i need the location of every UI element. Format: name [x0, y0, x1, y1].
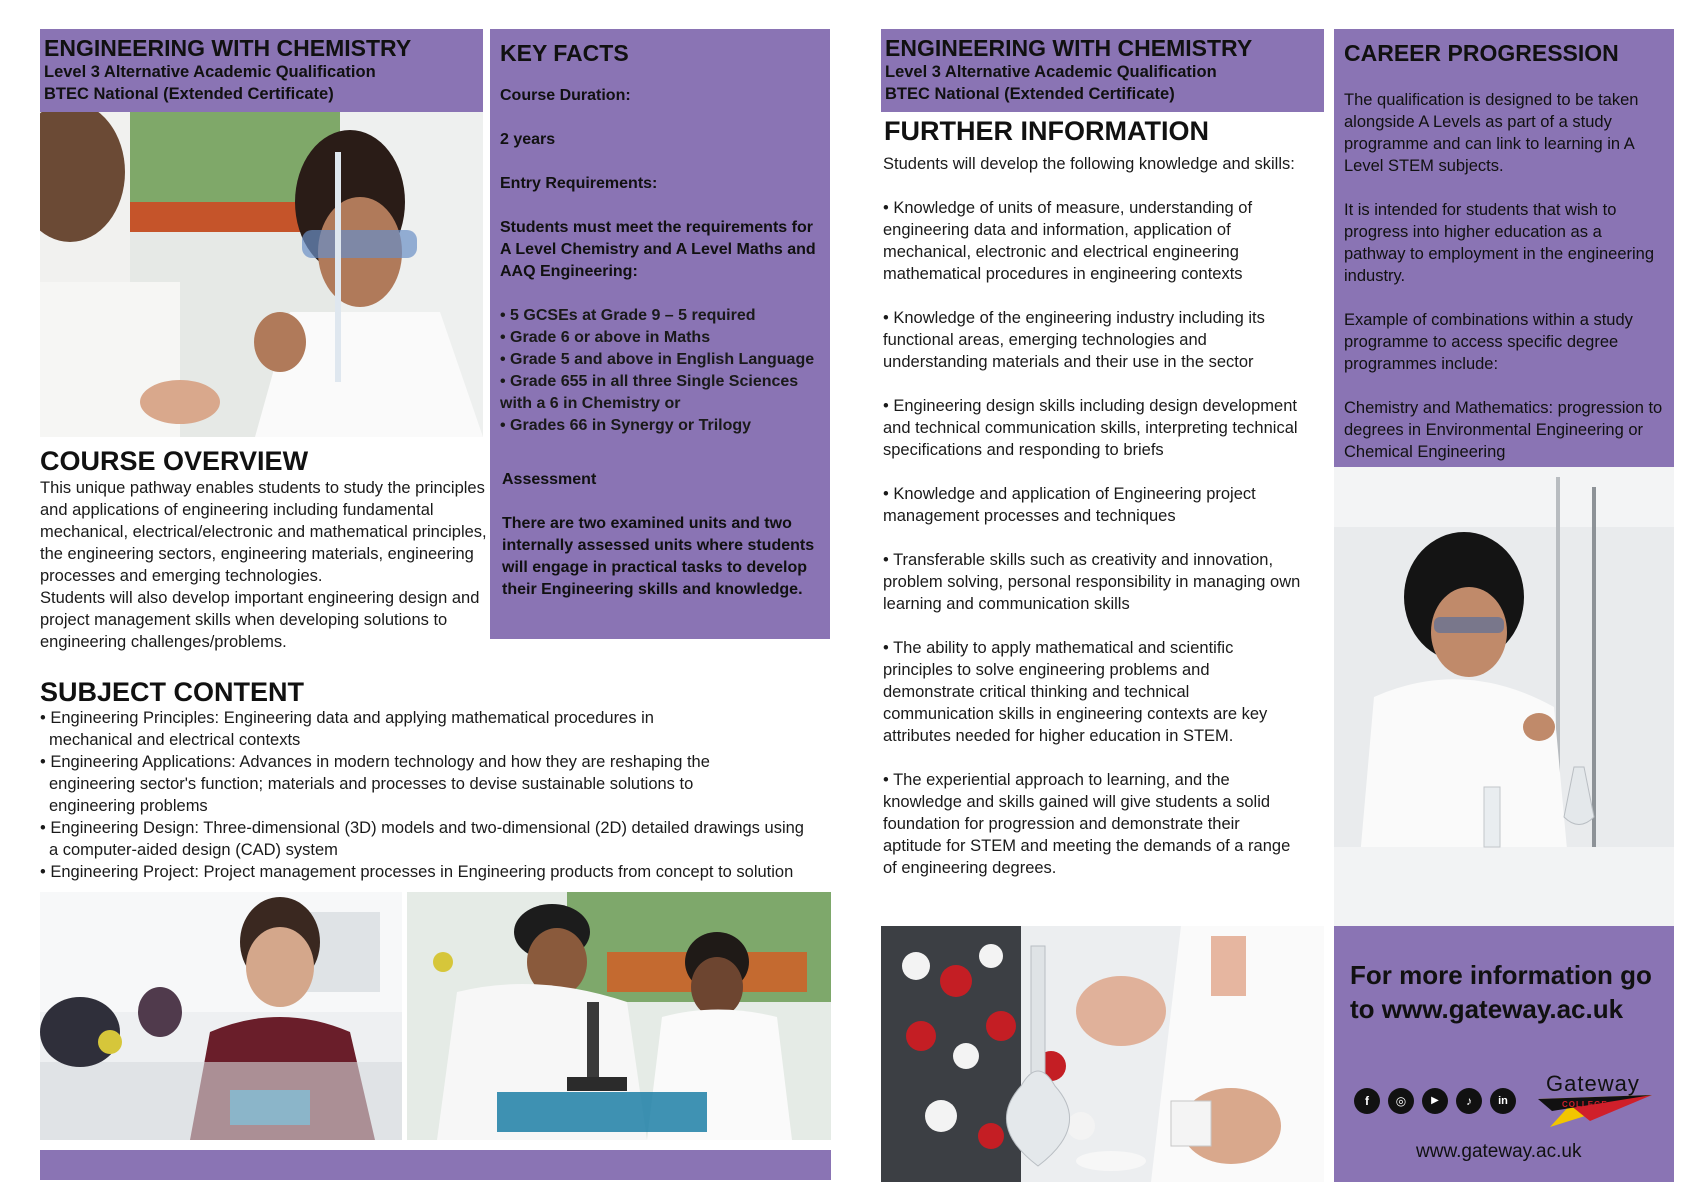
assessment-text: There are two examined units and two internally assessed units where students will engage in practical tasks to develop their Engineering skills and knowledge.: [502, 515, 815, 598]
facebook-icon[interactable]: f: [1354, 1088, 1380, 1114]
further-information-intro: Students will develop the following knowledge and skills:: [883, 155, 1295, 173]
duration-value: 2 years: [500, 131, 556, 148]
further-information-heading: FURTHER INFORMATION: [884, 116, 1209, 146]
tiktok-icon[interactable]: ♪: [1456, 1088, 1482, 1114]
course-overview-heading: COURSE OVERVIEW: [40, 446, 309, 476]
contact-panel: [1334, 926, 1674, 1182]
fi-item-transferable: • Transferable skills such as creativity and innovation, problem solving, personal responsibility in managing own learning and communication skills: [883, 549, 1303, 615]
flask-molecule-photo: [881, 926, 1324, 1182]
right-title: ENGINEERING WITH CHEMISTRY: [885, 35, 1253, 61]
fi-item-industry: • Knowledge of the engineering industry including its functional areas, emerging technologies and understanding materials and their use in the sector: [883, 307, 1303, 373]
right-subtitle-1: Level 3 Alternative Academic Qualification: [885, 63, 1217, 81]
course-overview-para-2: Students will also develop important engineering design and project management skills when developing solutions to engineering challenges/problems.: [40, 589, 480, 651]
footer-url[interactable]: www.gateway.ac.uk: [1416, 1141, 1582, 1162]
further-information-list: [883, 197, 1303, 879]
entry-item-english: • Grade 5 and above in English Language: [500, 349, 820, 371]
left-subtitle-2: BTEC National (Extended Certificate): [44, 85, 334, 103]
subject-item-applications: • Engineering Applications: Advances in modern technology and how they are reshaping the engineering sector's function; materials and processes to devise sustainable solutions to engineering problems: [40, 751, 749, 817]
fi-item-project: • Knowledge and application of Engineering project management processes and techniques: [883, 483, 1303, 527]
students-microscope-photo: [407, 892, 831, 1140]
fi-item-design: • Engineering design skills including design development and technical communication skills, interpreting technical specifications and responding to briefs: [883, 395, 1303, 461]
subject-content-list: [40, 707, 840, 883]
subject-content-heading: SUBJECT CONTENT: [40, 677, 305, 707]
key-facts-heading: KEY FACTS: [500, 40, 629, 66]
assessment-label: Assessment: [502, 471, 597, 488]
further-information-body: [883, 153, 1303, 901]
subject-item-project: • Engineering Project: Project management processes in Engineering products from concept to solution: [40, 861, 840, 883]
right-title-block: [881, 29, 1324, 112]
fi-item-ability: • The ability to apply mathematical and scientific principles to solve engineering problems and demonstrate critical thinking and technical communication skills in engineering contexts are key attributes needed for higher education in STEM.: [883, 637, 1303, 747]
student-lab-bench-photo: [1334, 467, 1674, 926]
right-subtitle-2: BTEC National (Extended Certificate): [885, 85, 1175, 103]
career-para-4: Chemistry and Mathematics: progression to degrees in Environmental Engineering or Chemical Engineering: [1344, 399, 1663, 461]
career-progression-panel: [1334, 29, 1674, 467]
entry-item-synergy: • Grades 66 in Synergy or Trilogy: [500, 415, 820, 437]
gateway-logo-college: COLLEGE: [1562, 1100, 1608, 1109]
career-para-1: The qualification is designed to be taken alongside A Levels as part of a study programme and can link to learning in A Level STEM subjects.: [1344, 91, 1639, 175]
subject-item-design: • Engineering Design: Three-dimensional (3D) models and two-dimensional (2D) detailed drawings using a computer-aided design (CAD) system: [40, 817, 809, 861]
student-reading-photo: [40, 892, 402, 1140]
fi-item-experiential: • The experiential approach to learning, and the knowledge and skills gained will give students a solid foundation for progression and demonstrate their aptitude for STEM and meeting the demands of a range of engineering degrees.: [883, 769, 1303, 879]
gateway-logo-swoosh: [1530, 1091, 1660, 1131]
subject-item-principles: • Engineering Principles: Engineering data and applying mathematical procedures in mechanical and electrical contexts: [40, 707, 739, 751]
instagram-icon[interactable]: ◎: [1388, 1088, 1414, 1114]
left-title: ENGINEERING WITH CHEMISTRY: [44, 35, 412, 61]
students-pipette-photo: [40, 112, 483, 437]
entry-requirements-list: [500, 305, 820, 437]
more-information-text: For more information go to www.gateway.ac.uk: [1350, 960, 1652, 1024]
career-para-2: It is intended for students that wish to progress into higher education as a pathway to employment in the engineering industry.: [1344, 201, 1655, 285]
gateway-logo-text: Gateway: [1546, 1071, 1640, 1096]
fi-item-units: • Knowledge of units of measure, understanding of engineering data and information, application of mechanical, electronic and electrical engineering mathematical procedures in engineering contexts: [883, 197, 1303, 285]
entry-item-gcses: • 5 GCSEs at Grade 9 – 5 required: [500, 305, 820, 327]
course-overview-para-1: This unique pathway enables students to study the principles and applications of engineering including fundamental mechanical, electrical/electronic and mathematical principles, the engineering sectors, engineering materials, engineering processes and emerging technologies.: [40, 479, 487, 585]
linkedin-icon[interactable]: in: [1490, 1088, 1516, 1114]
left-footer-bar: [40, 1150, 831, 1180]
course-overview-body: [40, 477, 490, 653]
career-heading: CAREER PROGRESSION: [1344, 40, 1619, 66]
left-subtitle-1: Level 3 Alternative Academic Qualification: [44, 63, 376, 81]
entry-requirements-intro: Students must meet the requirements for A Level Chemistry and A Level Maths and AAQ Engineering:: [500, 219, 816, 280]
left-title-block: [40, 29, 483, 112]
entry-requirements-label: Entry Requirements:: [500, 175, 658, 192]
duration-label: Course Duration:: [500, 87, 631, 104]
entry-item-maths: • Grade 6 or above in Maths: [500, 327, 820, 349]
career-para-3: Example of combinations within a study programme to access specific degree programmes include:: [1344, 311, 1633, 373]
key-facts-panel: [490, 29, 830, 639]
entry-item-sciences: • Grade 655 in all three Single Sciences with a 6 in Chemistry or: [500, 371, 820, 415]
youtube-icon[interactable]: ▶: [1422, 1088, 1448, 1114]
